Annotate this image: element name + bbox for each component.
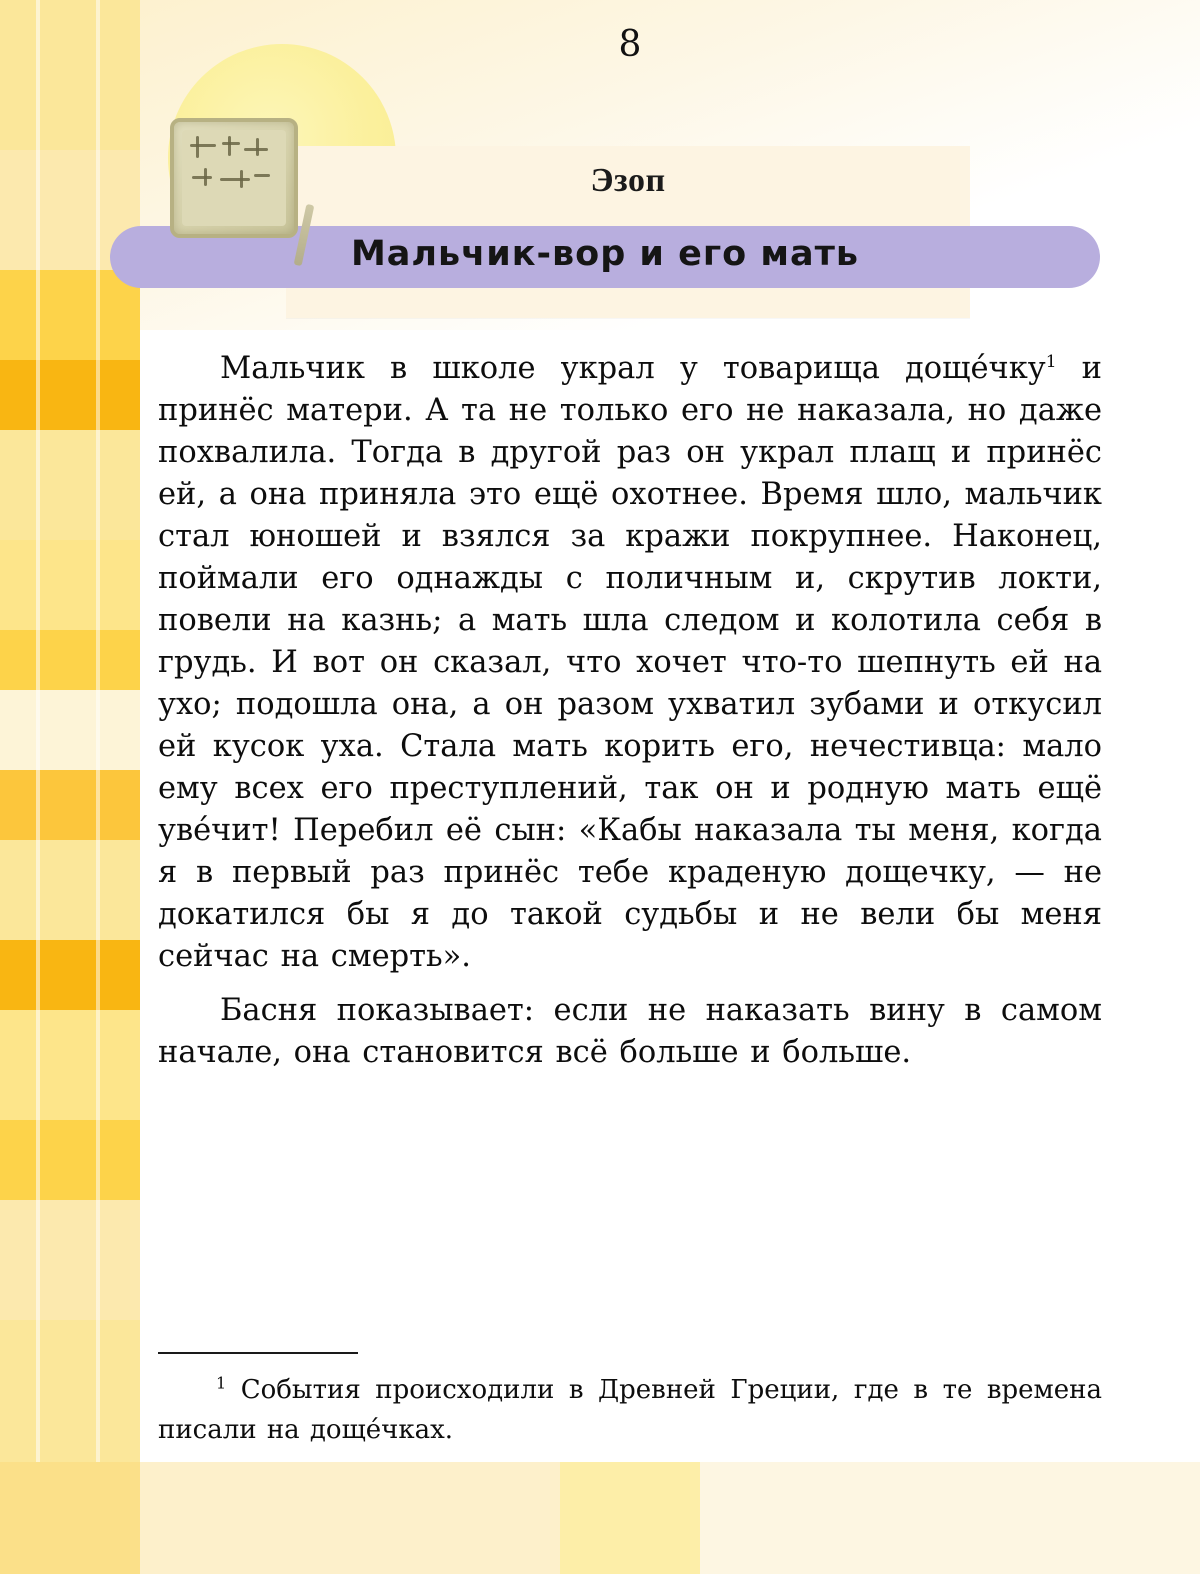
page-title: Мальчик-вор и его мать [350, 234, 860, 274]
wax-tablet-icon [170, 118, 298, 238]
wax-tablet-surface [182, 130, 286, 226]
footnote [158, 1370, 1102, 1450]
paragraph-1 [158, 348, 1102, 978]
paragraph-1-text: Мальчик в школе украл у товарища доще́чку$^1$ и принёс матери. А та не только его не наказала, но даже похвалила. Тогда в другой раз он украл плащ и принёс ей, а она приняла это ещё охотнее. Время шло, мальчик стал юношей и взялся за кражи покрупнее. Наконец, поймали его однажды с поличным и, скрутив локти, повели на казнь; а мать шла следом и колотила себя в грудь. И вот он сказал, что хочет что-то шепнуть ей на ухо; подошла она, а он разом ухватил зубами и откусил ей кусок уха. Стала мать корить его, нечестивца: мало ему всех его преступлений, так он и родную мать ещё уве́чит! Перебил её сын: «Кабы наказала ты меня, когда я в первый раз принёс тебе краденую дощечку, — не докатился бы я до такой судьбы и не вели бы меня сейчас на смерть». [158, 351, 1102, 974]
story-body [158, 348, 1102, 1076]
footer-band-right [700, 1462, 1200, 1574]
page-number: 8 [618, 24, 642, 65]
paragraph-2 [158, 990, 1102, 1074]
footnote-marker: 1 [216, 1373, 227, 1393]
page-footer-band [0, 1462, 1200, 1574]
page-number-box [560, 1462, 700, 1574]
footnote-text: События происходили в Древней Греции, где в те времена писали на доще́чках. [158, 1375, 1102, 1445]
paragraph-2-text: Басня показывает: если не наказать вину в самом начале, она становится всё больше и больше. [158, 993, 1102, 1070]
author-name: Эзоп [590, 162, 666, 199]
footer-band-left [0, 1462, 140, 1574]
footnote-divider [158, 1352, 358, 1354]
